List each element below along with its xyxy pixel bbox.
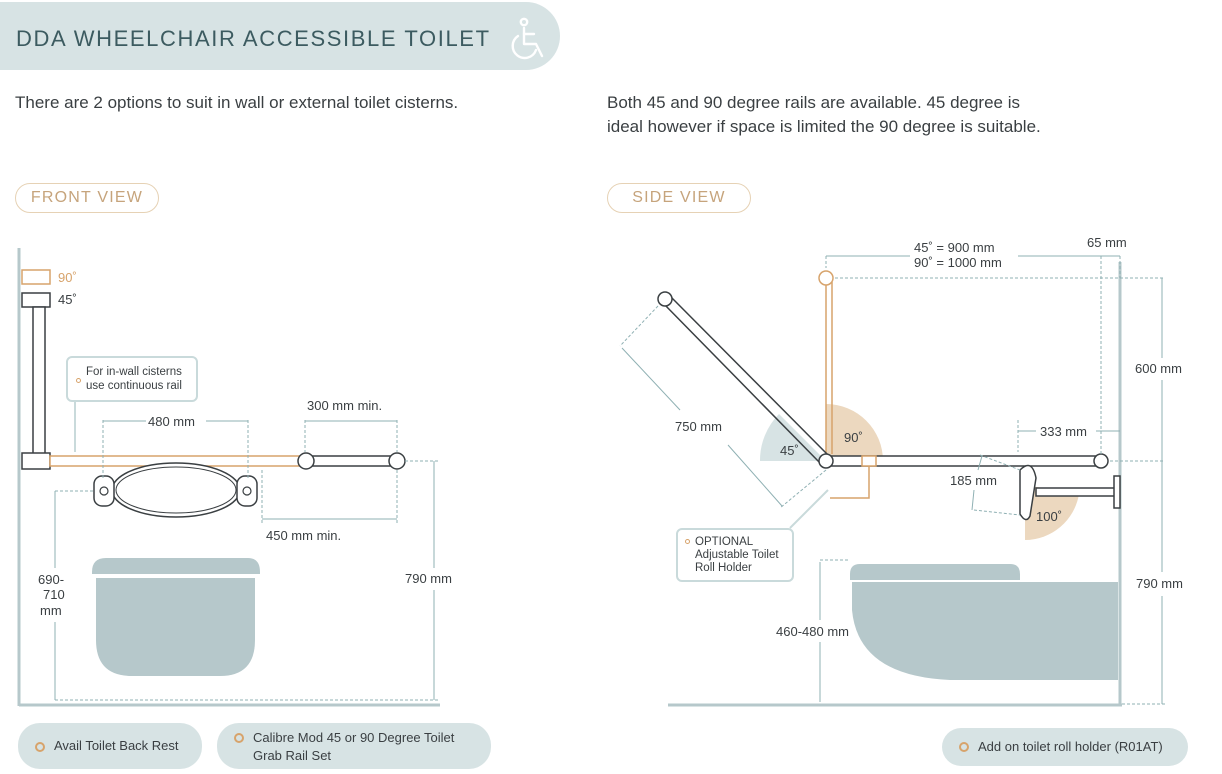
tag-roll-holder-label: Add on toilet roll holder (R01AT) — [978, 739, 1163, 754]
dim-690-line3: mm — [40, 603, 62, 618]
front-view-pill: FRONT VIEW — [15, 183, 159, 213]
dim-65: 65 mm — [1087, 235, 1127, 250]
legend-45-box — [22, 293, 50, 307]
rail-end-section — [306, 456, 396, 466]
tag-grab-rail-line1: Calibre Mod 45 or 90 Degree Toilet — [253, 730, 455, 745]
tag-grab-rail-line2: Grab Rail Set — [253, 748, 332, 763]
front-dim-790: 790 mm — [405, 571, 452, 586]
intro-right-line1: Both 45 and 90 degree rails are available. 45 degree is — [607, 93, 1021, 112]
dim-width-45: 45˚ = 900 mm — [914, 240, 995, 255]
dim-690-line2: 710 — [43, 587, 65, 602]
angle-90-label: 90˚ — [844, 430, 863, 445]
front-view-drawing — [19, 248, 440, 706]
dim-width-90: 90˚ = 1000 mm — [914, 255, 1002, 270]
dim-450: 450 mm min. — [266, 528, 342, 543]
toilet-lid — [92, 558, 260, 574]
dim-690-line1: 690- — [38, 572, 65, 587]
rail-45-end — [658, 292, 672, 306]
angle-100-label: 100˚ — [1036, 509, 1063, 524]
page-title: DDA WHEELCHAIR ACCESSIBLE TOILET — [16, 26, 491, 51]
rail-joint — [298, 453, 314, 469]
side-dim-790: 790 mm — [1136, 576, 1183, 591]
side-toilet-pan — [852, 582, 1118, 680]
in-wall-callout-line2: use continuous rail — [86, 380, 182, 392]
side-view-drawing — [620, 256, 1165, 706]
side-view-pill: SIDE VIEW — [607, 183, 751, 213]
dim-185: 185 mm — [950, 473, 997, 488]
roll-holder-callout-line3: Roll Holder — [695, 562, 752, 574]
roll-holder-callout-line2: Adjustable Toilet — [695, 549, 779, 561]
legend-90-label: 90˚ — [58, 270, 77, 285]
dim-750: 750 mm — [675, 419, 722, 434]
tag-roll-holder — [942, 728, 1188, 766]
dim-600: 600 mm — [1135, 361, 1182, 376]
dim-480: 480 mm — [148, 414, 195, 429]
tag-back-rest — [18, 723, 202, 769]
legend-45-label: 45˚ — [58, 292, 77, 307]
angle-45-label: 45˚ — [780, 443, 799, 458]
dim-300: 300 mm min. — [307, 398, 383, 413]
back-rest-arm — [1036, 488, 1116, 496]
tag-back-rest-label: Avail Toilet Back Rest — [54, 738, 179, 753]
legend-90-box — [22, 270, 50, 284]
roll-holder-callout — [676, 528, 794, 582]
tag-grab-rail — [217, 723, 491, 769]
side-toilet-lid — [850, 564, 1020, 580]
vertical-rail — [33, 307, 45, 455]
rail-flange — [22, 453, 50, 469]
toilet-seat — [112, 463, 240, 517]
rail-end — [389, 453, 405, 469]
intro-left: There are 2 options to suit in wall or external toilet cisterns. — [15, 93, 459, 112]
in-wall-callout-line1: For in-wall cisterns — [86, 366, 182, 378]
intro-right-line2: ideal however if space is limited the 90 degree is suitable. — [607, 117, 1041, 136]
rail-90-end — [819, 271, 833, 285]
dim-460: 460-480 mm — [776, 624, 849, 639]
in-wall-callout — [66, 356, 198, 402]
toilet-pan — [96, 578, 255, 676]
roll-holder-callout-line1: OPTIONAL — [695, 536, 754, 548]
dim-333: 333 mm — [1040, 424, 1087, 439]
